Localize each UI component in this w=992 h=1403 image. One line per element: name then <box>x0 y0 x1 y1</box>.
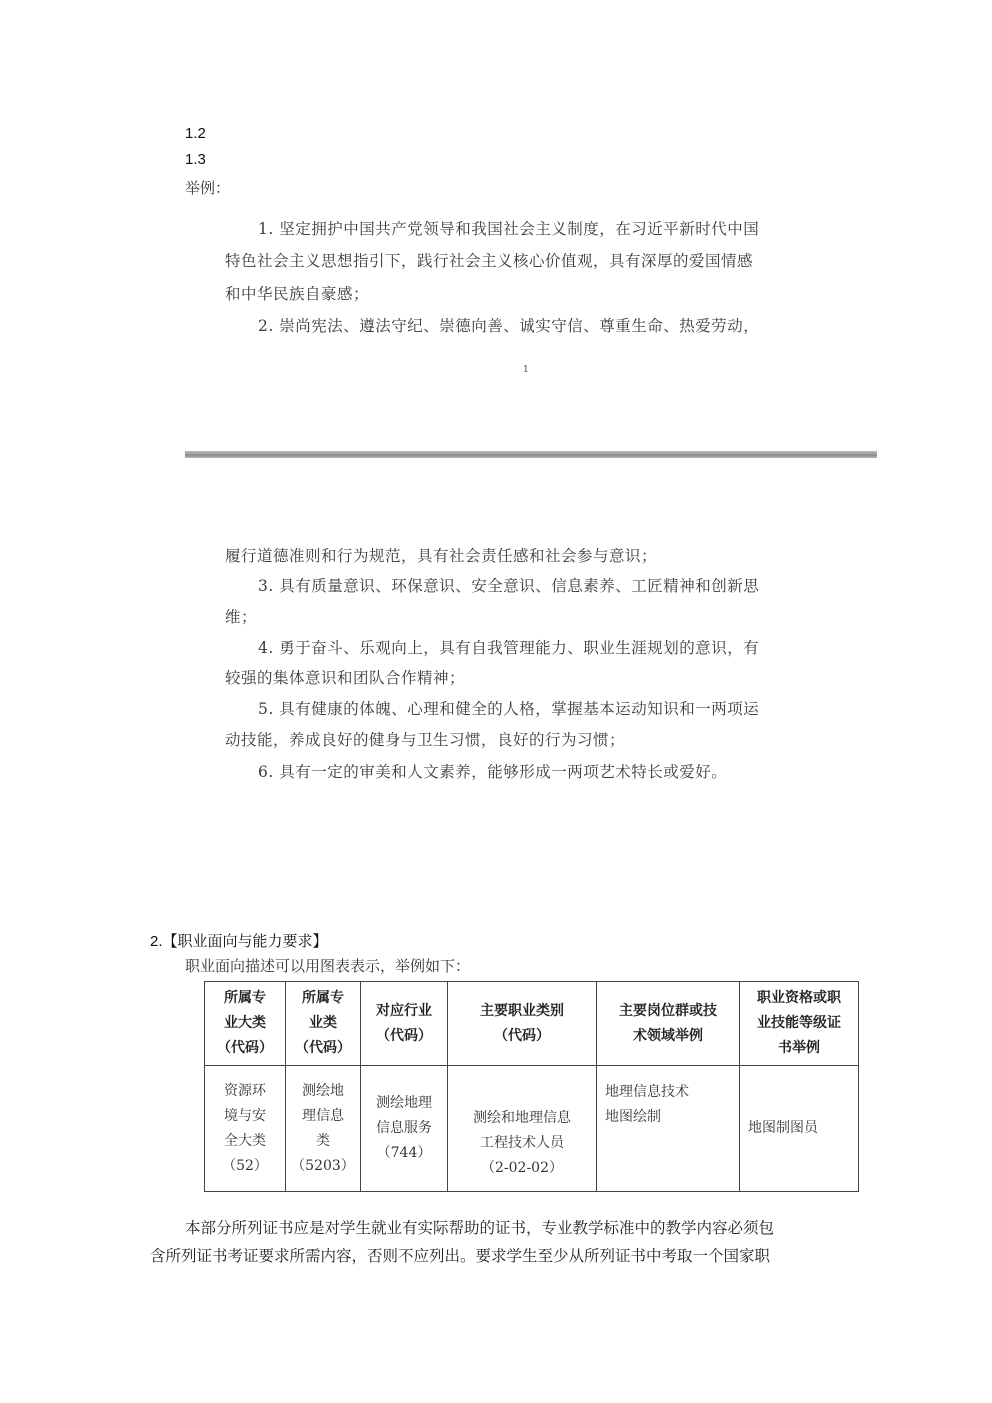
cell-line: （744） <box>376 1145 432 1161</box>
section-intro: 职业面向描述可以用图表表示，举例如下： <box>185 957 471 975</box>
text-line: 和中华民族自豪感； <box>225 285 370 303</box>
cell-line: 业大类 <box>224 1015 266 1031</box>
table-header-cell <box>205 982 286 1066</box>
text-line: 特色社会主义思想指引下，践行社会主义核心价值观，具有深厚的爱国情感 <box>225 252 754 270</box>
cell-line: 信息服务 <box>376 1120 432 1136</box>
cell-line: 主要岗位群或技 <box>619 1002 717 1019</box>
cell-line: 业技能等级证 <box>757 1015 841 1031</box>
example-label: 举例： <box>185 179 231 197</box>
table-cell <box>205 1066 286 1192</box>
text-line: 维； <box>225 608 258 626</box>
cell-line: 理信息 <box>302 1107 344 1124</box>
cell-line: 对应行业 <box>376 1002 432 1019</box>
cell-line: 职业资格或职 <box>757 990 841 1006</box>
cell-line: 书举例 <box>778 1040 820 1056</box>
cell-line: 测绘地理 <box>376 1095 432 1111</box>
table-header-cell <box>597 982 740 1066</box>
cell-line: 地图制图员 <box>748 1120 818 1136</box>
career-table <box>204 981 859 1192</box>
cell-line: 工程技术人员 <box>480 1135 564 1151</box>
table-header-cell <box>286 982 361 1066</box>
table-header-cell <box>361 982 448 1066</box>
cell-line: 地图绘制 <box>605 1109 661 1125</box>
table-cell <box>361 1066 448 1192</box>
text-line: 1. 坚定拥护中国共产党领导和我国社会主义制度，在习近平新时代中国 <box>258 220 760 238</box>
text-line: 3. 具有质量意识、环保意识、安全意识、信息素养、工匠精神和创新思 <box>258 577 760 595</box>
text-line: 较强的集体意识和团队合作精神； <box>225 669 466 687</box>
text-line: 4. 勇于奋斗、乐观向上，具有自我管理能力、职业生涯规划的意识，有 <box>258 639 760 657</box>
cell-line: 地理信息技术 <box>605 1084 689 1100</box>
cell-line: 所属专 <box>224 990 266 1006</box>
cell-line: 测绘和地理信息 <box>473 1110 571 1126</box>
paragraph-line: 含所列证书考证要求所需内容，否则不应列出。要求学生至少从所列证书中考取一个国家职 <box>150 1247 771 1265</box>
text-line: 5. 具有健康的体魄、心理和健全的人格，掌握基本运动知识和一两项运 <box>258 700 760 718</box>
table-cell <box>286 1066 361 1192</box>
text-line: 2. 崇尚宪法、遵法守纪、崇德向善、诚实守信、尊重生命、热爱劳动， <box>258 317 760 335</box>
heading-1-3: 1.3 <box>185 151 206 168</box>
text-line: 履行道德准则和行为规范，具有社会责任感和社会参与意识； <box>225 547 658 565</box>
table-cell <box>597 1066 740 1192</box>
cell-line: 主要职业类别 <box>480 1002 564 1019</box>
table-header-cell <box>448 982 597 1066</box>
cell-line: 术领域举例 <box>633 1027 703 1044</box>
cell-line: 全大类 <box>224 1132 266 1149</box>
table-header-row <box>205 982 859 1066</box>
paragraph-line: 本部分所列证书应是对学生就业有实际帮助的证书，专业教学标准中的教学内容必须包 <box>185 1219 775 1237</box>
text-line: 6. 具有一定的审美和人文素养，能够形成一两项艺术特长或爱好。 <box>258 763 728 781</box>
cell-line: （5203） <box>291 1157 355 1174</box>
cell-line: （代码） <box>376 1027 432 1044</box>
cell-line: （代码） <box>494 1027 550 1044</box>
table-cell <box>740 1066 859 1192</box>
table-cell <box>448 1066 597 1192</box>
cell-line: （2-02-02） <box>481 1160 563 1176</box>
table-header-cell <box>740 982 859 1066</box>
table-row <box>205 1066 859 1192</box>
page-number: 1 <box>523 365 529 375</box>
cell-line: 业类 <box>309 1015 337 1031</box>
cell-line: （代码） <box>217 1040 273 1056</box>
cell-line: 境与安 <box>224 1107 266 1124</box>
cell-line: （代码） <box>295 1040 351 1056</box>
section-title: 2.【职业面向与能力要求】 <box>150 933 328 950</box>
heading-1-2: 1.2 <box>185 125 206 142</box>
text-line: 动技能，养成良好的健身与卫生习惯，良好的行为习惯； <box>225 731 626 749</box>
cell-line: 资源环 <box>224 1082 266 1099</box>
cell-line: 所属专 <box>302 990 344 1006</box>
page-separator <box>185 451 877 458</box>
cell-line: 测绘地 <box>302 1082 344 1099</box>
cell-line: 类 <box>316 1132 330 1149</box>
cell-line: （52） <box>222 1157 268 1174</box>
